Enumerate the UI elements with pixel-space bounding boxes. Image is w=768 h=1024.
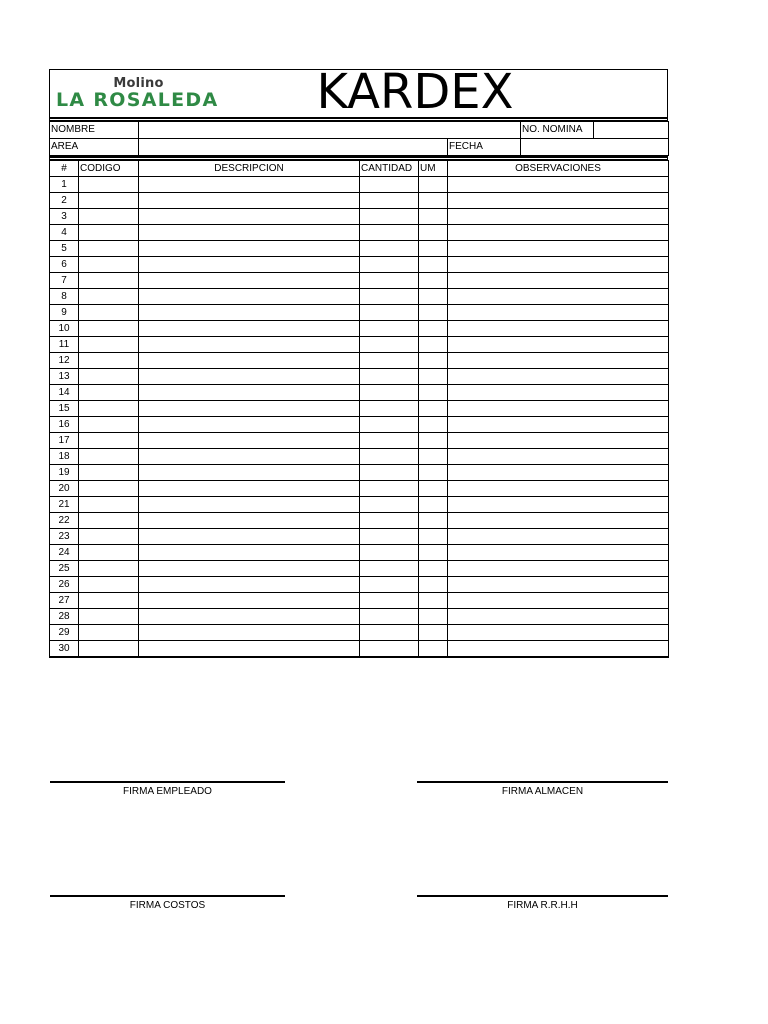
cell-observaciones[interactable]	[448, 193, 669, 209]
cell-um[interactable]	[419, 545, 448, 561]
table-row	[50, 577, 669, 593]
cell-descripcion[interactable]	[139, 385, 360, 401]
row-number: 16	[50, 417, 79, 433]
table-row	[50, 337, 669, 353]
cell-descripcion[interactable]	[139, 177, 360, 193]
cell-um[interactable]	[419, 529, 448, 545]
cell-observaciones[interactable]	[448, 225, 669, 241]
cell-descripcion[interactable]	[139, 641, 360, 658]
cell-um[interactable]	[419, 305, 448, 321]
cell-descripcion[interactable]	[139, 241, 360, 257]
col-um-header: UM	[419, 161, 448, 177]
cell-cantidad[interactable]	[360, 625, 419, 641]
cell-um[interactable]	[419, 561, 448, 577]
items-body	[50, 177, 669, 658]
cell-cantidad[interactable]	[360, 641, 419, 658]
cell-codigo[interactable]	[79, 369, 139, 385]
cell-um[interactable]	[419, 465, 448, 481]
cell-codigo[interactable]	[79, 433, 139, 449]
cell-descripcion[interactable]	[139, 449, 360, 465]
row-number: 19	[50, 465, 79, 481]
table-row	[50, 609, 669, 625]
nombre-field[interactable]	[139, 122, 521, 139]
table-row	[50, 641, 669, 658]
cell-cantidad[interactable]	[360, 289, 419, 305]
cell-um[interactable]	[419, 209, 448, 225]
row-number: 25	[50, 561, 79, 577]
signature-almacen-label: FIRMA ALMACEN	[501, 786, 584, 797]
cell-descripcion[interactable]	[139, 273, 360, 289]
cell-cantidad[interactable]	[360, 353, 419, 369]
cell-cantidad[interactable]	[360, 465, 419, 481]
cell-observaciones[interactable]	[448, 641, 669, 658]
fecha-field[interactable]	[521, 139, 669, 156]
logo-brand-text: LA ROSALEDA	[56, 89, 219, 111]
col-observaciones-header: OBSERVACIONES	[448, 161, 669, 177]
signature-rrhh-label: FIRMA R.R.H.H	[507, 900, 578, 911]
cell-codigo[interactable]	[79, 625, 139, 641]
cell-codigo[interactable]	[79, 305, 139, 321]
cell-observaciones[interactable]	[448, 401, 669, 417]
table-row	[50, 625, 669, 641]
signature-costos-label: FIRMA COSTOS	[129, 900, 206, 911]
cell-cantidad[interactable]	[360, 545, 419, 561]
signature-line	[50, 895, 285, 897]
cell-observaciones[interactable]	[448, 593, 669, 609]
col-descripcion-header: DESCRIPCION	[139, 161, 360, 177]
nombre-label: NOMBRE	[50, 122, 139, 139]
table-row	[50, 273, 669, 289]
cell-um[interactable]	[419, 385, 448, 401]
cell-cantidad[interactable]	[360, 385, 419, 401]
cell-observaciones[interactable]	[448, 433, 669, 449]
cell-descripcion[interactable]	[139, 433, 360, 449]
table-row	[50, 465, 669, 481]
row-number: 2	[50, 193, 79, 209]
table-row	[50, 225, 669, 241]
cell-codigo[interactable]	[79, 401, 139, 417]
table-row	[50, 241, 669, 257]
cell-codigo[interactable]	[79, 449, 139, 465]
cell-descripcion[interactable]	[139, 417, 360, 433]
signature-almacen	[417, 781, 668, 799]
cell-um[interactable]	[419, 625, 448, 641]
cell-observaciones[interactable]	[448, 321, 669, 337]
cell-um[interactable]	[419, 593, 448, 609]
cell-observaciones[interactable]	[448, 561, 669, 577]
table-row	[50, 561, 669, 577]
cell-descripcion[interactable]	[139, 353, 360, 369]
cell-um[interactable]	[419, 577, 448, 593]
info-table	[49, 121, 669, 156]
row-number: 23	[50, 529, 79, 545]
info-row-area	[50, 139, 669, 156]
cell-cantidad[interactable]	[360, 529, 419, 545]
cell-codigo[interactable]	[79, 193, 139, 209]
cell-cantidad[interactable]	[360, 609, 419, 625]
cell-observaciones[interactable]	[448, 177, 669, 193]
cell-um[interactable]	[419, 193, 448, 209]
cell-descripcion[interactable]	[139, 369, 360, 385]
cell-um[interactable]	[419, 641, 448, 658]
row-number: 1	[50, 177, 79, 193]
cell-observaciones[interactable]	[448, 385, 669, 401]
cell-codigo[interactable]	[79, 609, 139, 625]
cell-codigo[interactable]	[79, 465, 139, 481]
cell-um[interactable]	[419, 273, 448, 289]
signature-empleado-label: FIRMA EMPLEADO	[123, 786, 212, 797]
cell-codigo[interactable]	[79, 529, 139, 545]
cell-cantidad[interactable]	[360, 433, 419, 449]
row-number: 17	[50, 433, 79, 449]
row-number: 8	[50, 289, 79, 305]
cell-descripcion[interactable]	[139, 337, 360, 353]
cell-cantidad[interactable]	[360, 449, 419, 465]
cell-um[interactable]	[419, 353, 448, 369]
cell-cantidad[interactable]	[360, 273, 419, 289]
signature-empleado	[50, 781, 285, 799]
cell-observaciones[interactable]	[448, 609, 669, 625]
cell-cantidad[interactable]	[360, 177, 419, 193]
row-number: 22	[50, 513, 79, 529]
cell-observaciones[interactable]	[448, 497, 669, 513]
page-title: KARDEX	[316, 64, 514, 120]
col-cantidad-header: CANTIDAD	[360, 161, 419, 177]
cell-cantidad[interactable]	[360, 369, 419, 385]
cell-observaciones[interactable]	[448, 625, 669, 641]
table-row	[50, 401, 669, 417]
cell-um[interactable]	[419, 417, 448, 433]
cell-um[interactable]	[419, 401, 448, 417]
cell-um[interactable]	[419, 289, 448, 305]
cell-um[interactable]	[419, 513, 448, 529]
row-number: 29	[50, 625, 79, 641]
kardex-form	[49, 64, 668, 658]
area-label: AREA	[50, 139, 139, 156]
table-row	[50, 529, 669, 545]
row-number: 6	[50, 257, 79, 273]
cell-codigo[interactable]	[79, 577, 139, 593]
cell-observaciones[interactable]	[448, 417, 669, 433]
row-number: 3	[50, 209, 79, 225]
row-number: 20	[50, 481, 79, 497]
fecha-label: FECHA	[448, 139, 521, 156]
cell-um[interactable]	[419, 177, 448, 193]
cell-codigo[interactable]	[79, 177, 139, 193]
cell-codigo[interactable]	[79, 257, 139, 273]
cell-cantidad[interactable]	[360, 513, 419, 529]
cell-codigo[interactable]	[79, 593, 139, 609]
cell-cantidad[interactable]	[360, 577, 419, 593]
row-number: 7	[50, 273, 79, 289]
cell-codigo[interactable]	[79, 209, 139, 225]
cell-observaciones[interactable]	[448, 273, 669, 289]
row-number: 10	[50, 321, 79, 337]
row-number: 12	[50, 353, 79, 369]
cell-observaciones[interactable]	[448, 465, 669, 481]
cell-cantidad[interactable]	[360, 209, 419, 225]
table-row	[50, 353, 669, 369]
row-number: 5	[50, 241, 79, 257]
cell-um[interactable]	[419, 241, 448, 257]
cell-cantidad[interactable]	[360, 481, 419, 497]
cell-cantidad[interactable]	[360, 321, 419, 337]
table-row	[50, 177, 669, 193]
cell-codigo[interactable]	[79, 513, 139, 529]
cell-um[interactable]	[419, 609, 448, 625]
cell-observaciones[interactable]	[448, 289, 669, 305]
cell-descripcion[interactable]	[139, 225, 360, 241]
cell-cantidad[interactable]	[360, 305, 419, 321]
cell-descripcion[interactable]	[139, 577, 360, 593]
cell-cantidad[interactable]	[360, 225, 419, 241]
cell-um[interactable]	[419, 449, 448, 465]
cell-descripcion[interactable]	[139, 545, 360, 561]
row-number: 28	[50, 609, 79, 625]
cell-observaciones[interactable]	[448, 209, 669, 225]
table-row	[50, 497, 669, 513]
cell-observaciones[interactable]	[448, 337, 669, 353]
items-header-row	[50, 161, 669, 177]
form-header	[49, 64, 668, 120]
nomina-label: NO. NOMINA	[521, 122, 594, 139]
cell-observaciones[interactable]	[448, 481, 669, 497]
col-codigo-header: CODIGO	[79, 161, 139, 177]
cell-cantidad[interactable]	[360, 561, 419, 577]
cell-cantidad[interactable]	[360, 241, 419, 257]
row-number: 15	[50, 401, 79, 417]
cell-um[interactable]	[419, 257, 448, 273]
cell-codigo[interactable]	[79, 481, 139, 497]
cell-cantidad[interactable]	[360, 497, 419, 513]
table-row	[50, 385, 669, 401]
cell-descripcion[interactable]	[139, 481, 360, 497]
table-row	[50, 433, 669, 449]
row-number: 30	[50, 641, 79, 658]
row-number: 26	[50, 577, 79, 593]
cell-observaciones[interactable]	[448, 241, 669, 257]
cell-codigo[interactable]	[79, 273, 139, 289]
cell-observaciones[interactable]	[448, 545, 669, 561]
signature-line	[417, 895, 668, 897]
table-row	[50, 257, 669, 273]
cell-um[interactable]	[419, 481, 448, 497]
cell-observaciones[interactable]	[448, 513, 669, 529]
cell-descripcion[interactable]	[139, 497, 360, 513]
cell-descripcion[interactable]	[139, 561, 360, 577]
row-number: 27	[50, 593, 79, 609]
cell-cantidad[interactable]	[360, 417, 419, 433]
logo-small-text: Molino	[113, 76, 164, 91]
cell-codigo[interactable]	[79, 417, 139, 433]
signature-line	[417, 781, 668, 783]
cell-descripcion[interactable]	[139, 609, 360, 625]
cell-descripcion[interactable]	[139, 257, 360, 273]
cell-um[interactable]	[419, 337, 448, 353]
cell-descripcion[interactable]	[139, 593, 360, 609]
row-number: 9	[50, 305, 79, 321]
row-number: 24	[50, 545, 79, 561]
area-field[interactable]	[139, 139, 448, 156]
table-row	[50, 513, 669, 529]
cell-descripcion[interactable]	[139, 465, 360, 481]
cell-codigo[interactable]	[79, 545, 139, 561]
cell-descripcion[interactable]	[139, 321, 360, 337]
table-row	[50, 545, 669, 561]
cell-codigo[interactable]	[79, 385, 139, 401]
cell-codigo[interactable]	[79, 561, 139, 577]
cell-um[interactable]	[419, 497, 448, 513]
signature-costos	[50, 895, 285, 913]
cell-cantidad[interactable]	[360, 193, 419, 209]
table-row	[50, 193, 669, 209]
row-number: 4	[50, 225, 79, 241]
cell-descripcion[interactable]	[139, 209, 360, 225]
table-row	[50, 209, 669, 225]
cell-descripcion[interactable]	[139, 305, 360, 321]
info-row-nombre	[50, 122, 669, 139]
signature-rrhh	[417, 895, 668, 913]
table-row	[50, 289, 669, 305]
cell-codigo[interactable]	[79, 225, 139, 241]
cell-um[interactable]	[419, 225, 448, 241]
table-row	[50, 321, 669, 337]
row-number: 18	[50, 449, 79, 465]
table-row	[50, 417, 669, 433]
cell-codigo[interactable]	[79, 321, 139, 337]
cell-um[interactable]	[419, 433, 448, 449]
cell-codigo[interactable]	[79, 497, 139, 513]
cell-descripcion[interactable]	[139, 513, 360, 529]
cell-cantidad[interactable]	[360, 337, 419, 353]
cell-cantidad[interactable]	[360, 257, 419, 273]
cell-codigo[interactable]	[79, 241, 139, 257]
cell-codigo[interactable]	[79, 641, 139, 658]
cell-descripcion[interactable]	[139, 289, 360, 305]
table-row	[50, 369, 669, 385]
cell-observaciones[interactable]	[448, 369, 669, 385]
row-number: 11	[50, 337, 79, 353]
cell-descripcion[interactable]	[139, 625, 360, 641]
table-row	[50, 593, 669, 609]
cell-um[interactable]	[419, 369, 448, 385]
cell-um[interactable]	[419, 321, 448, 337]
cell-observaciones[interactable]	[448, 305, 669, 321]
cell-descripcion[interactable]	[139, 401, 360, 417]
cell-codigo[interactable]	[79, 353, 139, 369]
row-number: 14	[50, 385, 79, 401]
cell-observaciones[interactable]	[448, 257, 669, 273]
cell-observaciones[interactable]	[448, 577, 669, 593]
cell-descripcion[interactable]	[139, 193, 360, 209]
items-table	[49, 160, 669, 658]
cell-observaciones[interactable]	[448, 353, 669, 369]
company-logo	[56, 76, 226, 111]
cell-observaciones[interactable]	[448, 529, 669, 545]
table-row	[50, 449, 669, 465]
row-number: 13	[50, 369, 79, 385]
cell-observaciones[interactable]	[448, 449, 669, 465]
cell-codigo[interactable]	[79, 289, 139, 305]
signature-line	[50, 781, 285, 783]
nomina-field[interactable]	[594, 122, 669, 139]
cell-descripcion[interactable]	[139, 529, 360, 545]
row-number: 21	[50, 497, 79, 513]
cell-cantidad[interactable]	[360, 593, 419, 609]
cell-codigo[interactable]	[79, 337, 139, 353]
table-row	[50, 305, 669, 321]
col-number-header: #	[50, 161, 79, 177]
cell-cantidad[interactable]	[360, 401, 419, 417]
table-row	[50, 481, 669, 497]
